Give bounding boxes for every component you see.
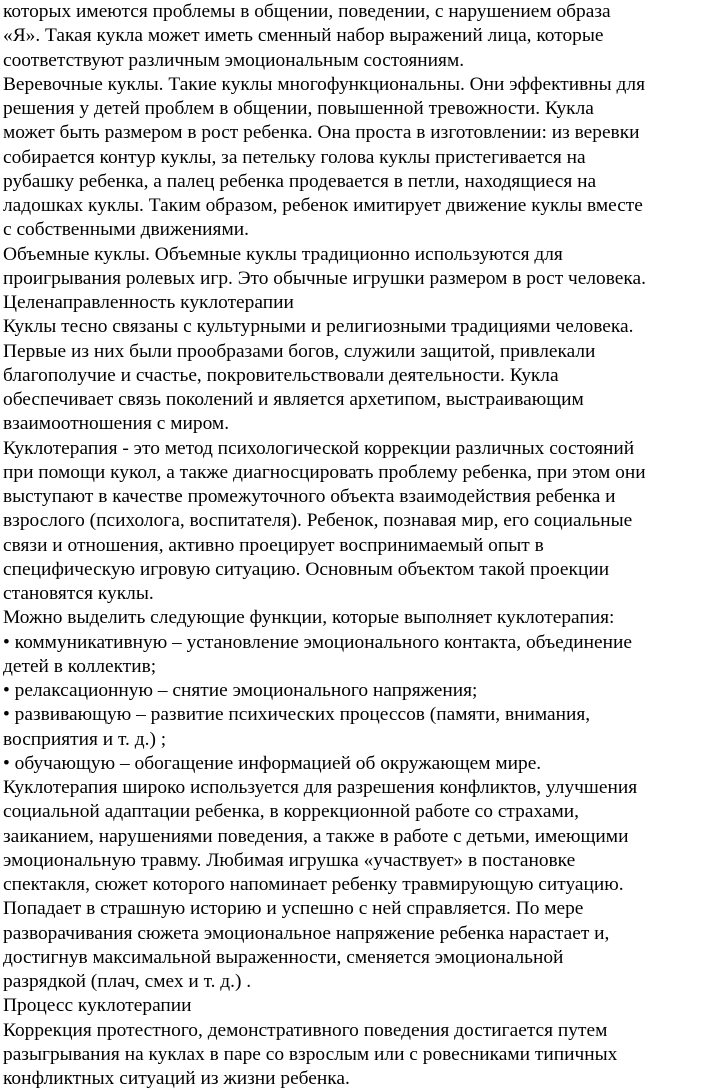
text-line: эмоциональную травму. Любимая игрушка «участвует» в постановке	[3, 849, 576, 871]
text-line: детей в коллектив;	[3, 655, 157, 677]
text-line: становятся куклы.	[3, 583, 154, 604]
text-line: соответствуют различным эмоциональным состояниям.	[3, 49, 465, 71]
text-line: Объемные куклы. Объемные куклы традиционно используются для	[3, 243, 563, 265]
text-line: социальной адаптации ребенка, в коррекционной работе со страхами,	[3, 801, 579, 823]
text-line: связи и отношения, активно проецирует воспринимаемый опыт в	[3, 534, 544, 556]
text-line: конфликтных ситуаций из жизни ребенка.	[3, 1068, 350, 1089]
text-line: специфическую игровую ситуацию. Основным объектом такой проекции	[3, 558, 610, 580]
text-line: Попадает в страшную историю и успешно с ней справляется. По мере	[3, 898, 584, 920]
text-line: Куклы тесно связаны с культурными и религиозными традициями человека.	[3, 316, 634, 338]
text-line: Первые из них были прообразами богов, служили защитой, привлекали	[3, 340, 596, 362]
section-heading: Процесс куклотерапии	[3, 995, 192, 1017]
text-line: с собственными движениями.	[3, 219, 249, 241]
text-line: взаимоотношения с миром.	[3, 413, 230, 435]
text-line: решения у детей проблем в общении, повышенной тревожности. Кукла	[3, 98, 594, 119]
text-line: которых имеются проблемы в общении, поведении, с нарушением образа	[3, 1, 611, 22]
text-line: может быть размером в рост ребенка. Она проста в изготовлении: из веревки	[3, 122, 640, 144]
text-line: ладошках куклы. Таким образом, ребенок имитирует движение куклы вместе	[3, 195, 643, 216]
bullet-item: • коммуникативную – установление эмоционального контакта, объединение	[3, 631, 633, 653]
text-line: «Я». Такая кукла может иметь сменный набор выражений лица, которые	[3, 25, 604, 47]
text-line: взрослого (психолога, воспитателя). Ребенок, познавая мир, его социальные	[3, 510, 633, 532]
bullet-item: • релаксационную – снятие эмоционального напряжения;	[3, 680, 478, 701]
bullet-item: • обучающую – обогащение информацией об окружающем мире.	[3, 752, 542, 774]
text-line: рубашку ребенка, а палец ребенка продевается в петли, находящиеся на	[3, 170, 597, 192]
text-line: Коррекция протестного, демонстративного поведения достигается путем	[3, 1019, 608, 1041]
text-line: заиканием, нарушениями поведения, а также в работе с детьми, имеющими	[3, 825, 629, 847]
text-line: Куклотерапия - это метод психологической коррекции различных состояний	[3, 437, 635, 459]
text-line: спектакля, сюжет которого напоминает ребенку травмирующую ситуацию.	[3, 874, 624, 895]
text-line: выступают в качестве промежуточного объекта взаимодействия ребенка и	[3, 486, 616, 507]
text-line: собирается контур куклы, за петельку голова куклы пристегивается на	[3, 146, 586, 168]
bullet-item: • развивающую – развитие психических процессов (памяти, внимания,	[3, 704, 591, 726]
text-line: разыгрывания на куклах в паре со взрослым или с ровесниками типичных	[3, 1043, 618, 1065]
text-line: достигнув максимальной выраженности, сменяется эмоциональной	[3, 946, 564, 968]
text-line: при помощи кукол, а также диагносцировать проблему ребенка, при этом они	[3, 461, 646, 483]
text-line: восприятия и т. д.) ;	[3, 728, 167, 750]
text-line: благополучие и счастье, покровительствовали деятельности. Кукла	[3, 364, 559, 386]
text-line: проигрывания ролевых игр. Это обычные игрушки размером в рост человека.	[3, 267, 646, 289]
text-line: Можно выделить следующие функции, которые выполняет куклотерапия:	[3, 607, 615, 629]
text-line: обеспечивает связь поколений и является архетипом, выстраивающим	[3, 389, 584, 410]
text-line: Куклотерапия широко используется для разрешения конфликтов, улучшения	[3, 777, 638, 798]
text-line: разворачивания сюжета эмоциональное напряжение ребенка нарастает и,	[3, 922, 610, 944]
text-line: разрядкой (плач, смех и т. д.) .	[3, 971, 252, 992]
text-line: Веревочные куклы. Такие куклы многофункциональны. Они эффективны для	[3, 73, 645, 95]
section-heading: Целенаправленность куклотерапии	[3, 292, 294, 313]
